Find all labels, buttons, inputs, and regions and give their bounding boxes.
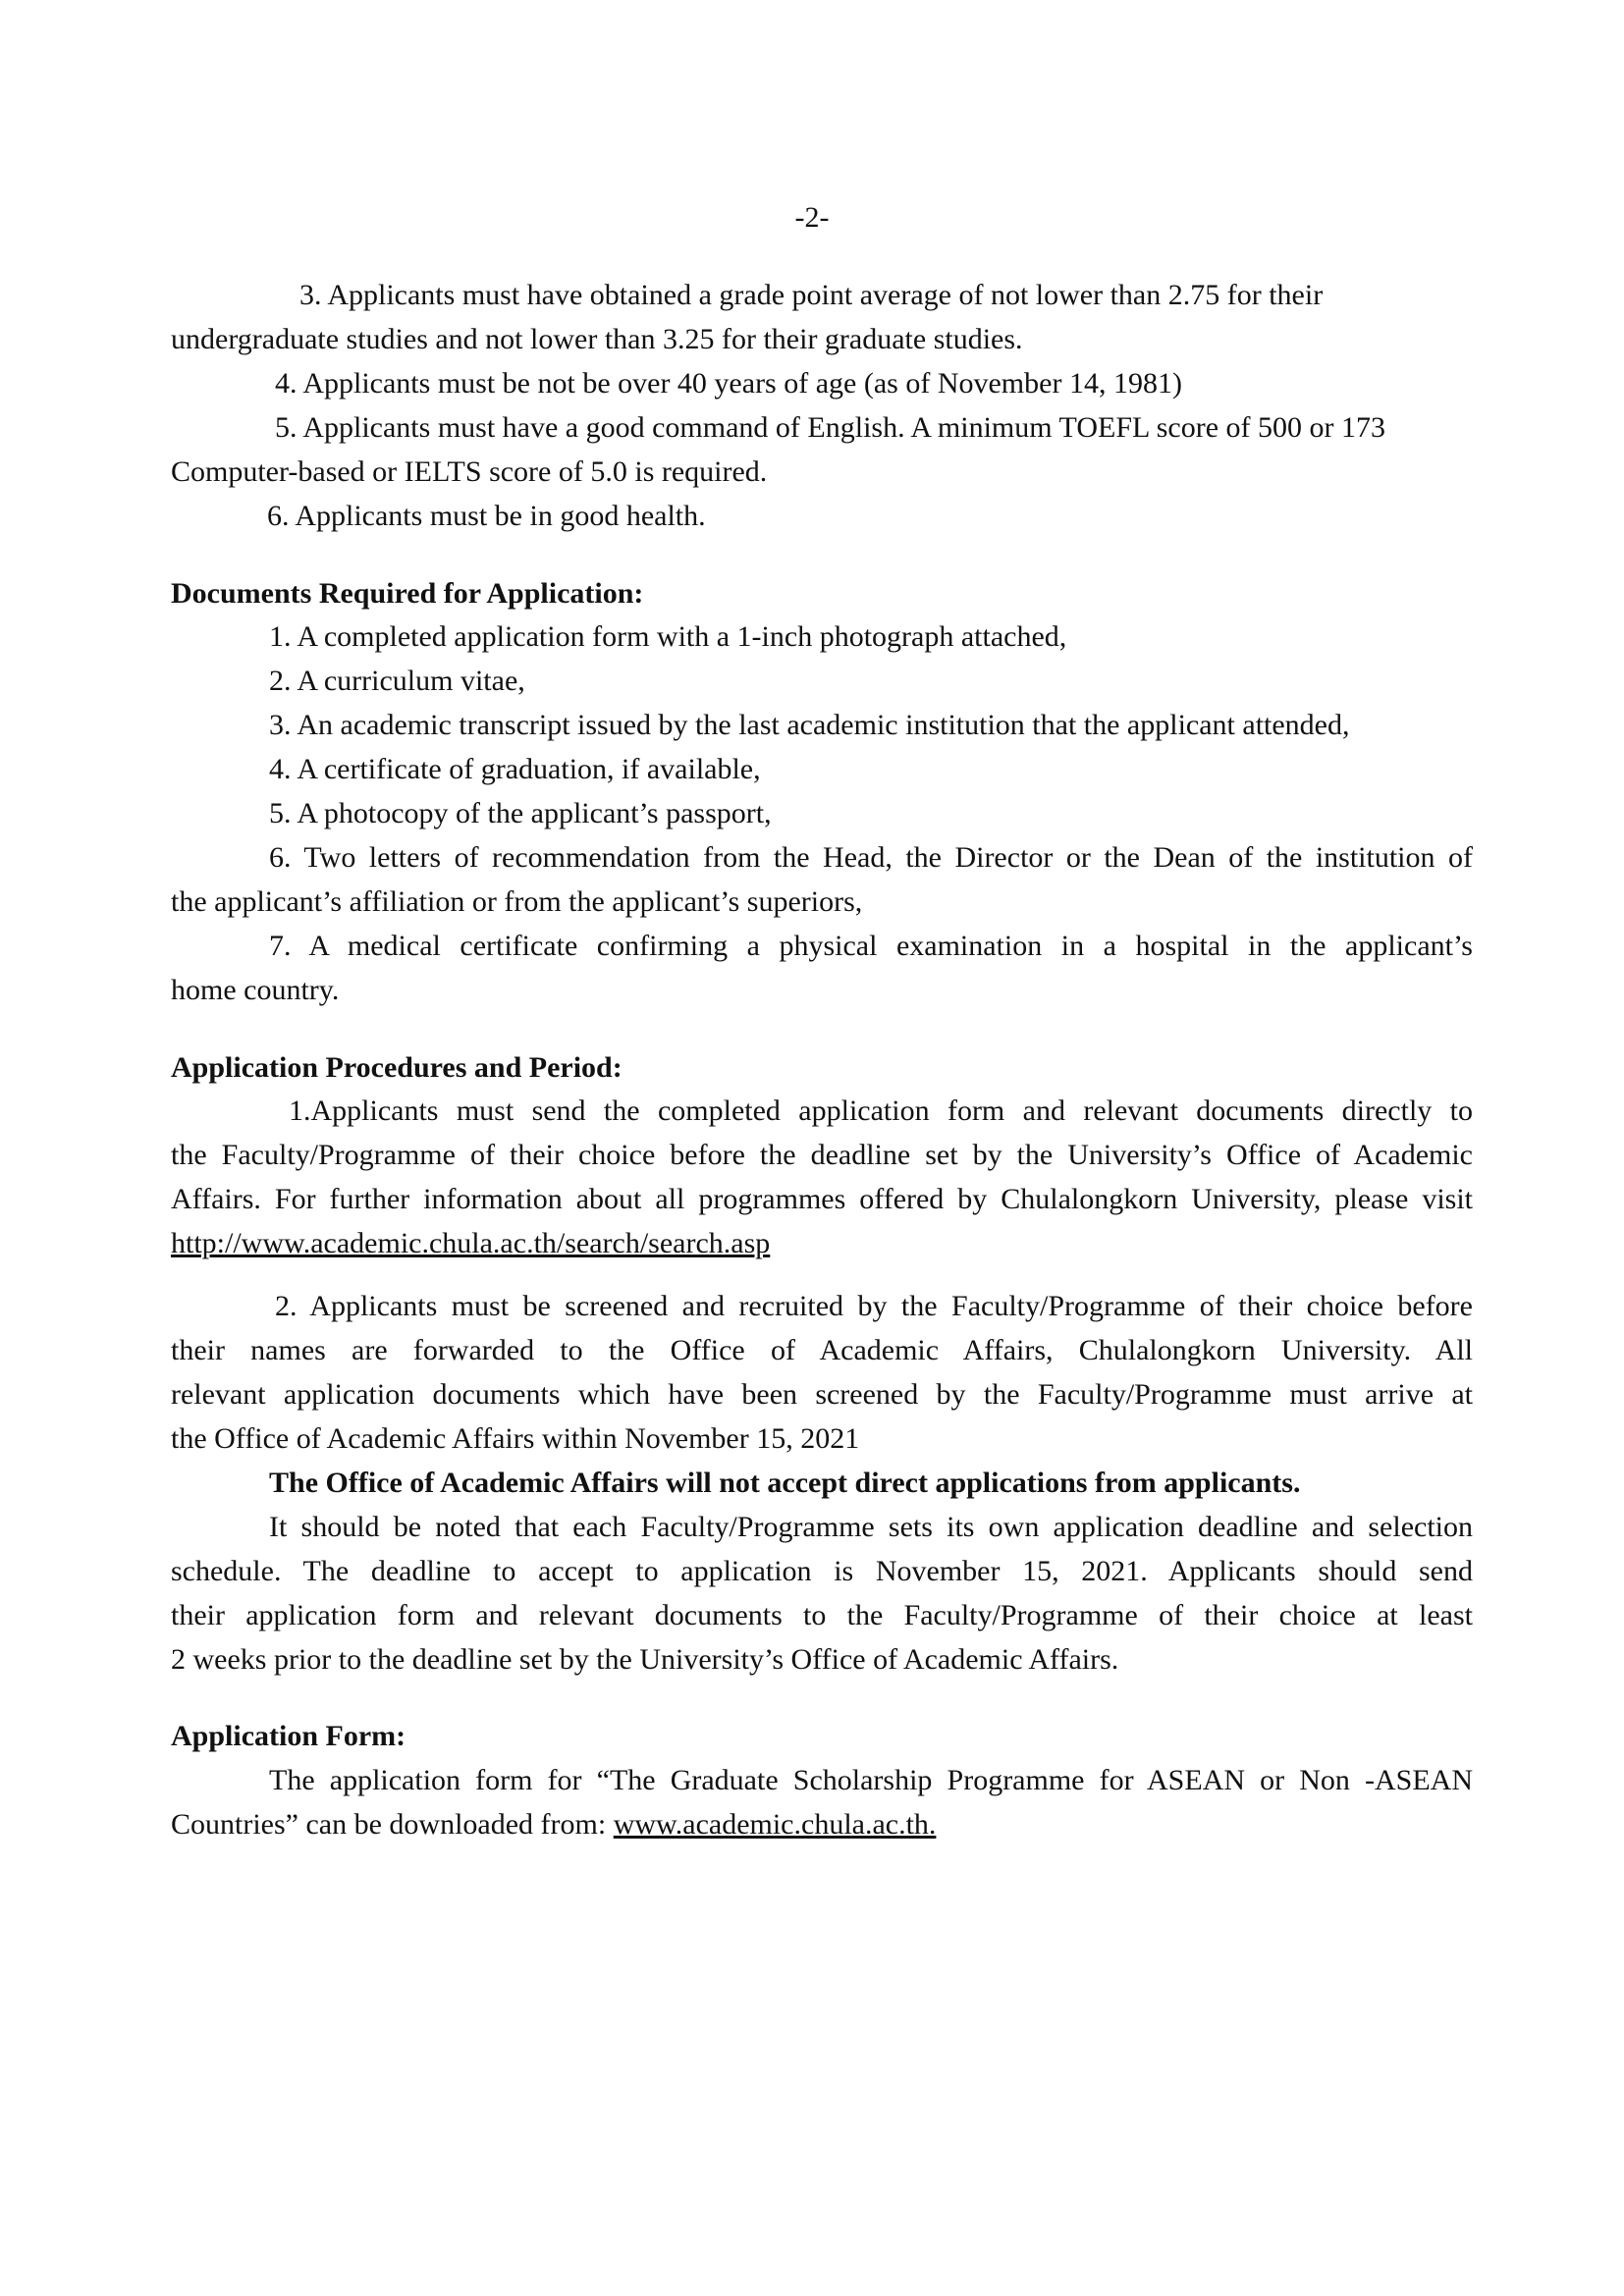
documents-item: 4. A certificate of graduation, if available,: [269, 753, 761, 785]
documents-item: 5. A photocopy of the applicant’s passport,: [269, 797, 772, 829]
procedures-p2-line-4: the Office of Academic Affairs within November 15, 2021: [171, 1422, 860, 1455]
procedures-p1-line-2: the Faculty/Programme of their choice before the deadline set by the University’s Office of Academic: [171, 1139, 1473, 1171]
documents-item: 1. A completed application form with a 1-inch photograph attached,: [269, 620, 1067, 653]
eligibility-item-3-line-1: 3. Applicants must have obtained a grade point average of not lower than 2.75 for their: [299, 279, 1324, 311]
procedures-p2-line-1: 2. Applicants must be screened and recruited by the Faculty/Programme of their choice before: [275, 1290, 1473, 1322]
documents-item-6-line-2: the applicant’s affiliation or from the applicant’s superiors,: [171, 885, 863, 918]
procedures-p1-line-1: 1.Applicants must send the completed application form and relevant documents directly to: [289, 1095, 1473, 1127]
page-number: -2-: [794, 201, 830, 234]
academic-website-link[interactable]: www.academic.chula.ac.th.: [613, 1808, 937, 1841]
procedures-p3-line-4: 2 weeks prior to the deadline set by the University’s Office of Academic Affairs.: [171, 1643, 1119, 1676]
procedures-p3-line-1: It should be noted that each Faculty/Programme sets its own application deadline and selection: [269, 1511, 1473, 1543]
eligibility-item-3-line-2: undergraduate studies and not lower than 3.25 for their graduate studies.: [171, 323, 1023, 355]
eligibility-item-4: 4. Applicants must be not be over 40 years of age (as of November 14, 1981): [275, 367, 1182, 400]
documents-item-6-line-1: 6. Two letters of recommendation from the Head, the Director or the Dean of the institution of: [269, 841, 1473, 874]
documents-item: 2. A curriculum vitae,: [269, 665, 525, 697]
documents-item-7-line-1: 7. A medical certificate confirming a physical examination in a hospital in the applicant’s: [269, 930, 1473, 962]
procedures-p2-line-3: relevant application documents which have been screened by the Faculty/Programme must arrive at: [171, 1378, 1473, 1411]
eligibility-item-5-line-2: Computer-based or IELTS score of 5.0 is required.: [171, 455, 768, 488]
procedures-heading: Application Procedures and Period:: [171, 1051, 623, 1084]
eligibility-item-5-line-1: 5. Applicants must have a good command of English. A minimum TOEFL score of 500 or 173: [275, 411, 1386, 444]
procedures-p3-line-3: their application form and relevant documents to the Faculty/Programme of their choice at least: [171, 1599, 1473, 1631]
documents-item-7-line-2: home country.: [171, 974, 340, 1006]
form-line-1: The application form for “The Graduate Scholarship Programme for ASEAN or Non -ASEAN: [269, 1764, 1473, 1796]
procedures-p1-line-3: Affairs. For further information about all programmes offered by Chulalongkorn University, please visit: [171, 1183, 1473, 1215]
form-heading: Application Form:: [171, 1720, 406, 1752]
procedures-search-link[interactable]: http://www.academic.chula.ac.th/search/search.asp: [171, 1227, 771, 1259]
form-line-2-text: Countries” can be downloaded from:: [171, 1808, 614, 1841]
eligibility-item-6: 6. Applicants must be in good health.: [267, 500, 706, 532]
procedures-p3-line-2: schedule. The deadline to accept to application is November 15, 2021. Applicants should send: [171, 1555, 1473, 1587]
documents-item: 3. An academic transcript issued by the last academic institution that the applicant attended,: [269, 709, 1350, 741]
documents-heading: Documents Required for Application:: [171, 577, 644, 610]
procedures-notice: The Office of Academic Affairs will not accept direct applications from applicants.: [269, 1467, 1301, 1499]
form-line-2: [171, 1807, 936, 1842]
procedures-p2-line-2: their names are forwarded to the Office of Academic Affairs, Chulalongkorn University. All: [171, 1334, 1473, 1366]
